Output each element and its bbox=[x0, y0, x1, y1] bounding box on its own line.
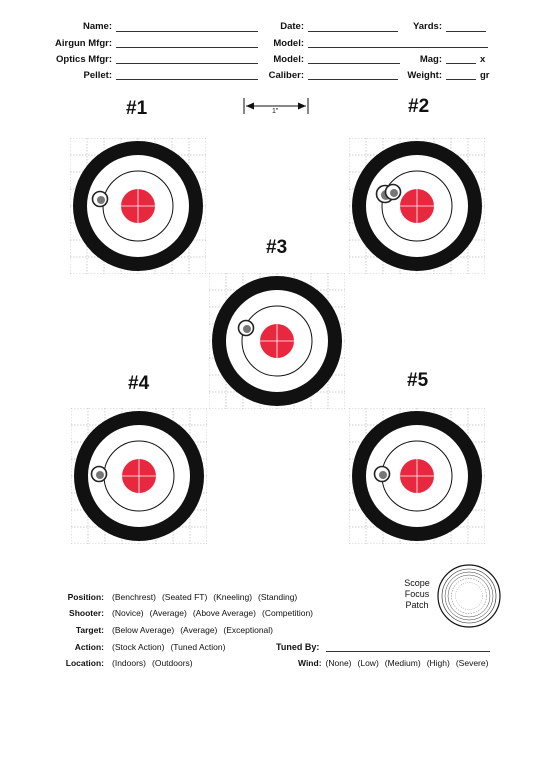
target-number-3: #3 bbox=[266, 237, 288, 258]
option-average[interactable]: (Average) bbox=[149, 608, 187, 618]
optics-label-wrap bbox=[40, 54, 112, 66]
airgun-label-wrap bbox=[40, 38, 112, 50]
target-number-2: #2 bbox=[408, 96, 430, 117]
mag-label-wrap bbox=[400, 54, 442, 66]
option-novice[interactable]: (Novice) bbox=[112, 608, 144, 618]
target-number-1: #1 bbox=[126, 98, 148, 119]
scope-line-1: Scope bbox=[404, 578, 430, 588]
weight-field[interactable] bbox=[446, 79, 476, 80]
shooter-options bbox=[112, 608, 319, 618]
action-options bbox=[112, 642, 231, 652]
model-label-optics: Model: bbox=[273, 54, 304, 65]
model-label-airgun: Model: bbox=[273, 38, 304, 49]
target-number-5: #5 bbox=[407, 370, 429, 391]
optics-mfgr-field[interactable] bbox=[116, 63, 258, 64]
date-label-wrap bbox=[250, 21, 304, 33]
option-below-average[interactable]: (Below Average) bbox=[112, 625, 175, 635]
option-wind-low[interactable]: (Low) bbox=[357, 658, 379, 668]
scale-label: 1" bbox=[272, 108, 279, 115]
tuned-by-field[interactable] bbox=[326, 651, 490, 652]
mag-field[interactable] bbox=[446, 63, 476, 64]
location-options bbox=[112, 658, 199, 668]
scope-focus-patch bbox=[436, 563, 502, 629]
model2-label-wrap bbox=[250, 54, 304, 66]
target-options bbox=[112, 625, 279, 635]
date-label: Date: bbox=[280, 21, 304, 32]
caliber-label: Caliber: bbox=[268, 70, 304, 81]
target-label: Target: bbox=[75, 625, 104, 635]
one-inch-scale bbox=[242, 97, 312, 117]
option-seated-ft[interactable]: (Seated FT) bbox=[161, 592, 208, 602]
name-label: Name: bbox=[82, 21, 112, 32]
option-target-average[interactable]: (Average) bbox=[180, 625, 218, 635]
mag-label: Mag: bbox=[419, 54, 442, 65]
option-outdoors[interactable]: (Outdoors) bbox=[152, 658, 193, 668]
tuned-by-label: Tuned By: bbox=[276, 642, 320, 652]
option-benchrest[interactable]: (Benchrest) bbox=[112, 592, 156, 602]
option-standing[interactable]: (Standing) bbox=[258, 592, 298, 602]
target-3 bbox=[209, 273, 345, 409]
pellet-label-wrap bbox=[40, 70, 112, 82]
yards-label-wrap bbox=[400, 21, 442, 33]
action-label: Action: bbox=[74, 642, 104, 652]
focus-rings-icon bbox=[436, 563, 502, 629]
caliber-label-wrap bbox=[250, 70, 304, 82]
option-wind-medium[interactable]: (Medium) bbox=[384, 658, 421, 668]
option-indoors[interactable]: (Indoors) bbox=[112, 658, 147, 668]
option-exceptional[interactable]: (Exceptional) bbox=[223, 625, 273, 635]
scope-line-2: Focus bbox=[404, 589, 430, 599]
target-rings-icon bbox=[349, 408, 485, 544]
option-competition[interactable]: (Competition) bbox=[262, 608, 314, 618]
model1-label-wrap bbox=[250, 38, 304, 50]
weight-label: Weight: bbox=[407, 70, 442, 81]
airgun-mfgr-field[interactable] bbox=[116, 47, 258, 48]
position-options bbox=[112, 592, 303, 602]
target-number-4: #4 bbox=[128, 373, 150, 394]
name-field[interactable] bbox=[116, 31, 258, 32]
row-wind bbox=[298, 658, 494, 668]
option-wind-none[interactable]: (None) bbox=[325, 658, 352, 668]
shooter-label: Shooter: bbox=[69, 608, 104, 618]
mag-suffix: x bbox=[480, 54, 486, 65]
pellet-label: Pellet: bbox=[83, 70, 112, 81]
scope-focus-text bbox=[395, 578, 439, 611]
option-wind-high[interactable]: (High) bbox=[426, 658, 450, 668]
optics-mfgr-label: Optics Mfgr: bbox=[56, 54, 112, 65]
location-label: Location: bbox=[65, 658, 104, 668]
yards-field[interactable] bbox=[446, 31, 486, 32]
scope-line-3: Patch bbox=[405, 600, 429, 610]
model-field-airgun[interactable] bbox=[308, 47, 488, 48]
position-label: Position: bbox=[67, 592, 104, 602]
yards-label: Yards: bbox=[412, 21, 442, 32]
target-rings-icon bbox=[71, 408, 207, 544]
weight-suffix: gr bbox=[480, 70, 490, 81]
target-1 bbox=[70, 138, 206, 274]
airgun-mfgr-label: Airgun Mfgr: bbox=[55, 38, 112, 49]
wind-label: Wind: bbox=[298, 658, 322, 668]
target-4 bbox=[71, 408, 207, 544]
model-field-optics[interactable] bbox=[308, 63, 400, 64]
option-tuned-action[interactable]: (Tuned Action) bbox=[170, 642, 226, 652]
option-wind-severe[interactable]: (Severe) bbox=[455, 658, 489, 668]
pellet-field[interactable] bbox=[116, 79, 258, 80]
option-kneeling[interactable]: (Kneeling) bbox=[213, 592, 253, 602]
option-stock-action[interactable]: (Stock Action) bbox=[112, 642, 165, 652]
target-5 bbox=[349, 408, 485, 544]
target-rings-icon bbox=[349, 138, 485, 274]
target-rings-icon bbox=[70, 138, 206, 274]
caliber-field[interactable] bbox=[308, 79, 398, 80]
target-rings-icon bbox=[209, 273, 345, 409]
option-above-average[interactable]: (Above Average) bbox=[192, 608, 256, 618]
target-2 bbox=[349, 138, 485, 274]
weight-label-wrap bbox=[400, 70, 442, 82]
date-field[interactable] bbox=[308, 31, 398, 32]
name-label-wrap bbox=[40, 21, 112, 33]
